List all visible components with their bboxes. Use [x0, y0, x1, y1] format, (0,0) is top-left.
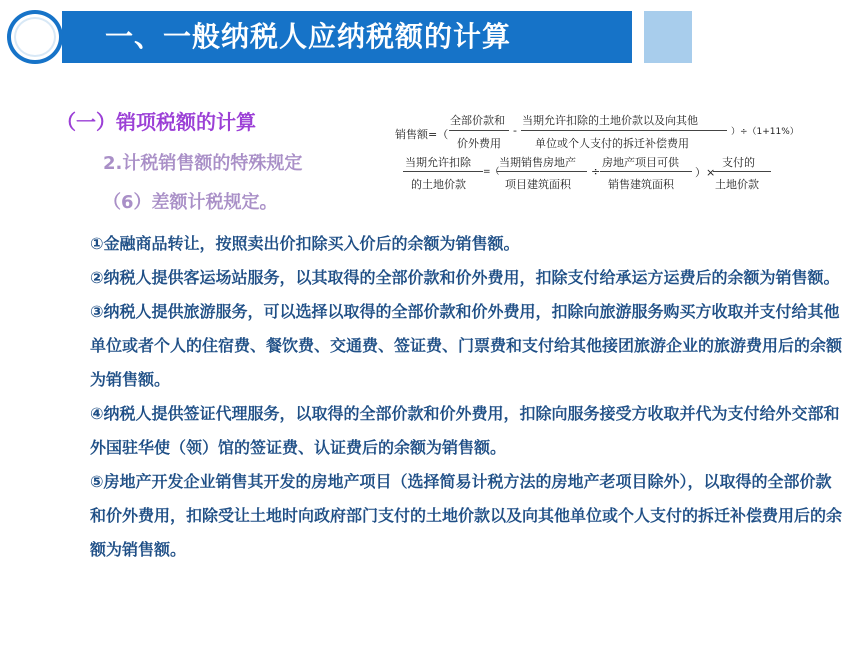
formula2-num: 当期销售房地产 — [499, 156, 576, 169]
formula-denominator-2: 单位或个人支付的拆迁补偿费用 — [535, 137, 689, 150]
title-accent-block — [644, 11, 692, 63]
circle-icon — [7, 10, 63, 64]
fraction-line — [403, 171, 483, 172]
formula2-num2: 房地产项目可供 — [602, 156, 679, 169]
formula2-eq: =（ — [483, 167, 500, 177]
rules-body — [90, 227, 842, 567]
formula-tail: ）÷（1+11%） — [731, 127, 799, 137]
formula-denominator-1: 价外费用 — [457, 137, 501, 150]
formula2-lhs-bottom: 的土地价款 — [411, 178, 466, 191]
fraction-line — [497, 171, 587, 172]
formula2-lhs-top: 当期允许扣除 — [405, 156, 471, 169]
rule-paragraph: ⑤房地产开发企业销售其开发的房地产项目（选择简易计税方法的房地产老项目除外），以取得的全部价款和价外费用，扣除受让土地时向政府部门支付的土地价款以及向其他单位或个人支付的拆迁补偿费用后的余额为销售额。 — [90, 472, 843, 559]
formula-block — [395, 108, 825, 200]
subsection-heading: 2.计税销售额的特殊规定 — [103, 153, 303, 174]
formula2-den2: 销售建筑面积 — [608, 178, 674, 191]
formula2-paid-bottom: 土地价款 — [715, 178, 759, 191]
fraction-line — [600, 171, 692, 172]
fraction-line — [521, 130, 727, 131]
formula2-den: 项目建筑面积 — [505, 178, 571, 191]
formula-numerator-2: 当期允许扣除的土地价款以及向其他 — [522, 114, 698, 127]
item-heading: （6）差额计税规定。 — [103, 192, 278, 213]
formula-numerator-1: 全部价款和 — [450, 114, 505, 127]
fraction-line — [713, 171, 771, 172]
formula2-div: ÷ — [591, 165, 601, 178]
rule-paragraph: ②纳税人提供客运场站服务，以其取得的全部价款和价外费用，扣除支付给承运方运费后的余额为销售额。 — [90, 268, 840, 287]
formula2-paid-top: 支付的 — [722, 156, 755, 169]
formula-minus: - — [513, 124, 517, 137]
section-heading: （一）销项税额的计算 — [56, 110, 256, 134]
rule-paragraph: ④纳税人提供签证代理服务，以取得的全部价款和价外费用，扣除向服务接受方收取并代为支付给外交部和外国驻华使（领）馆的签证费、认证费后的余额为销售额。 — [90, 404, 840, 457]
formula2-times: ）× — [695, 166, 716, 179]
formula-label-sales: 销售额=（ — [395, 128, 449, 141]
circle-inner-ring — [14, 17, 56, 57]
page-title: 一、一般纳税人应纳税额的计算 — [105, 20, 512, 53]
rule-paragraph: ①金融商品转让，按照卖出价扣除买入价后的余额为销售额。 — [90, 234, 520, 253]
rule-paragraph: ③纳税人提供旅游服务，可以选择以取得的全部价款和价外费用，扣除向旅游服务购买方收取并支付给其他单位或者个人的住宿费、餐饮费、交通费、签证费、门票费和支付给其他接团旅游企业的旅游费用后的余额为销售额。 — [90, 302, 843, 389]
fraction-line — [449, 130, 509, 131]
